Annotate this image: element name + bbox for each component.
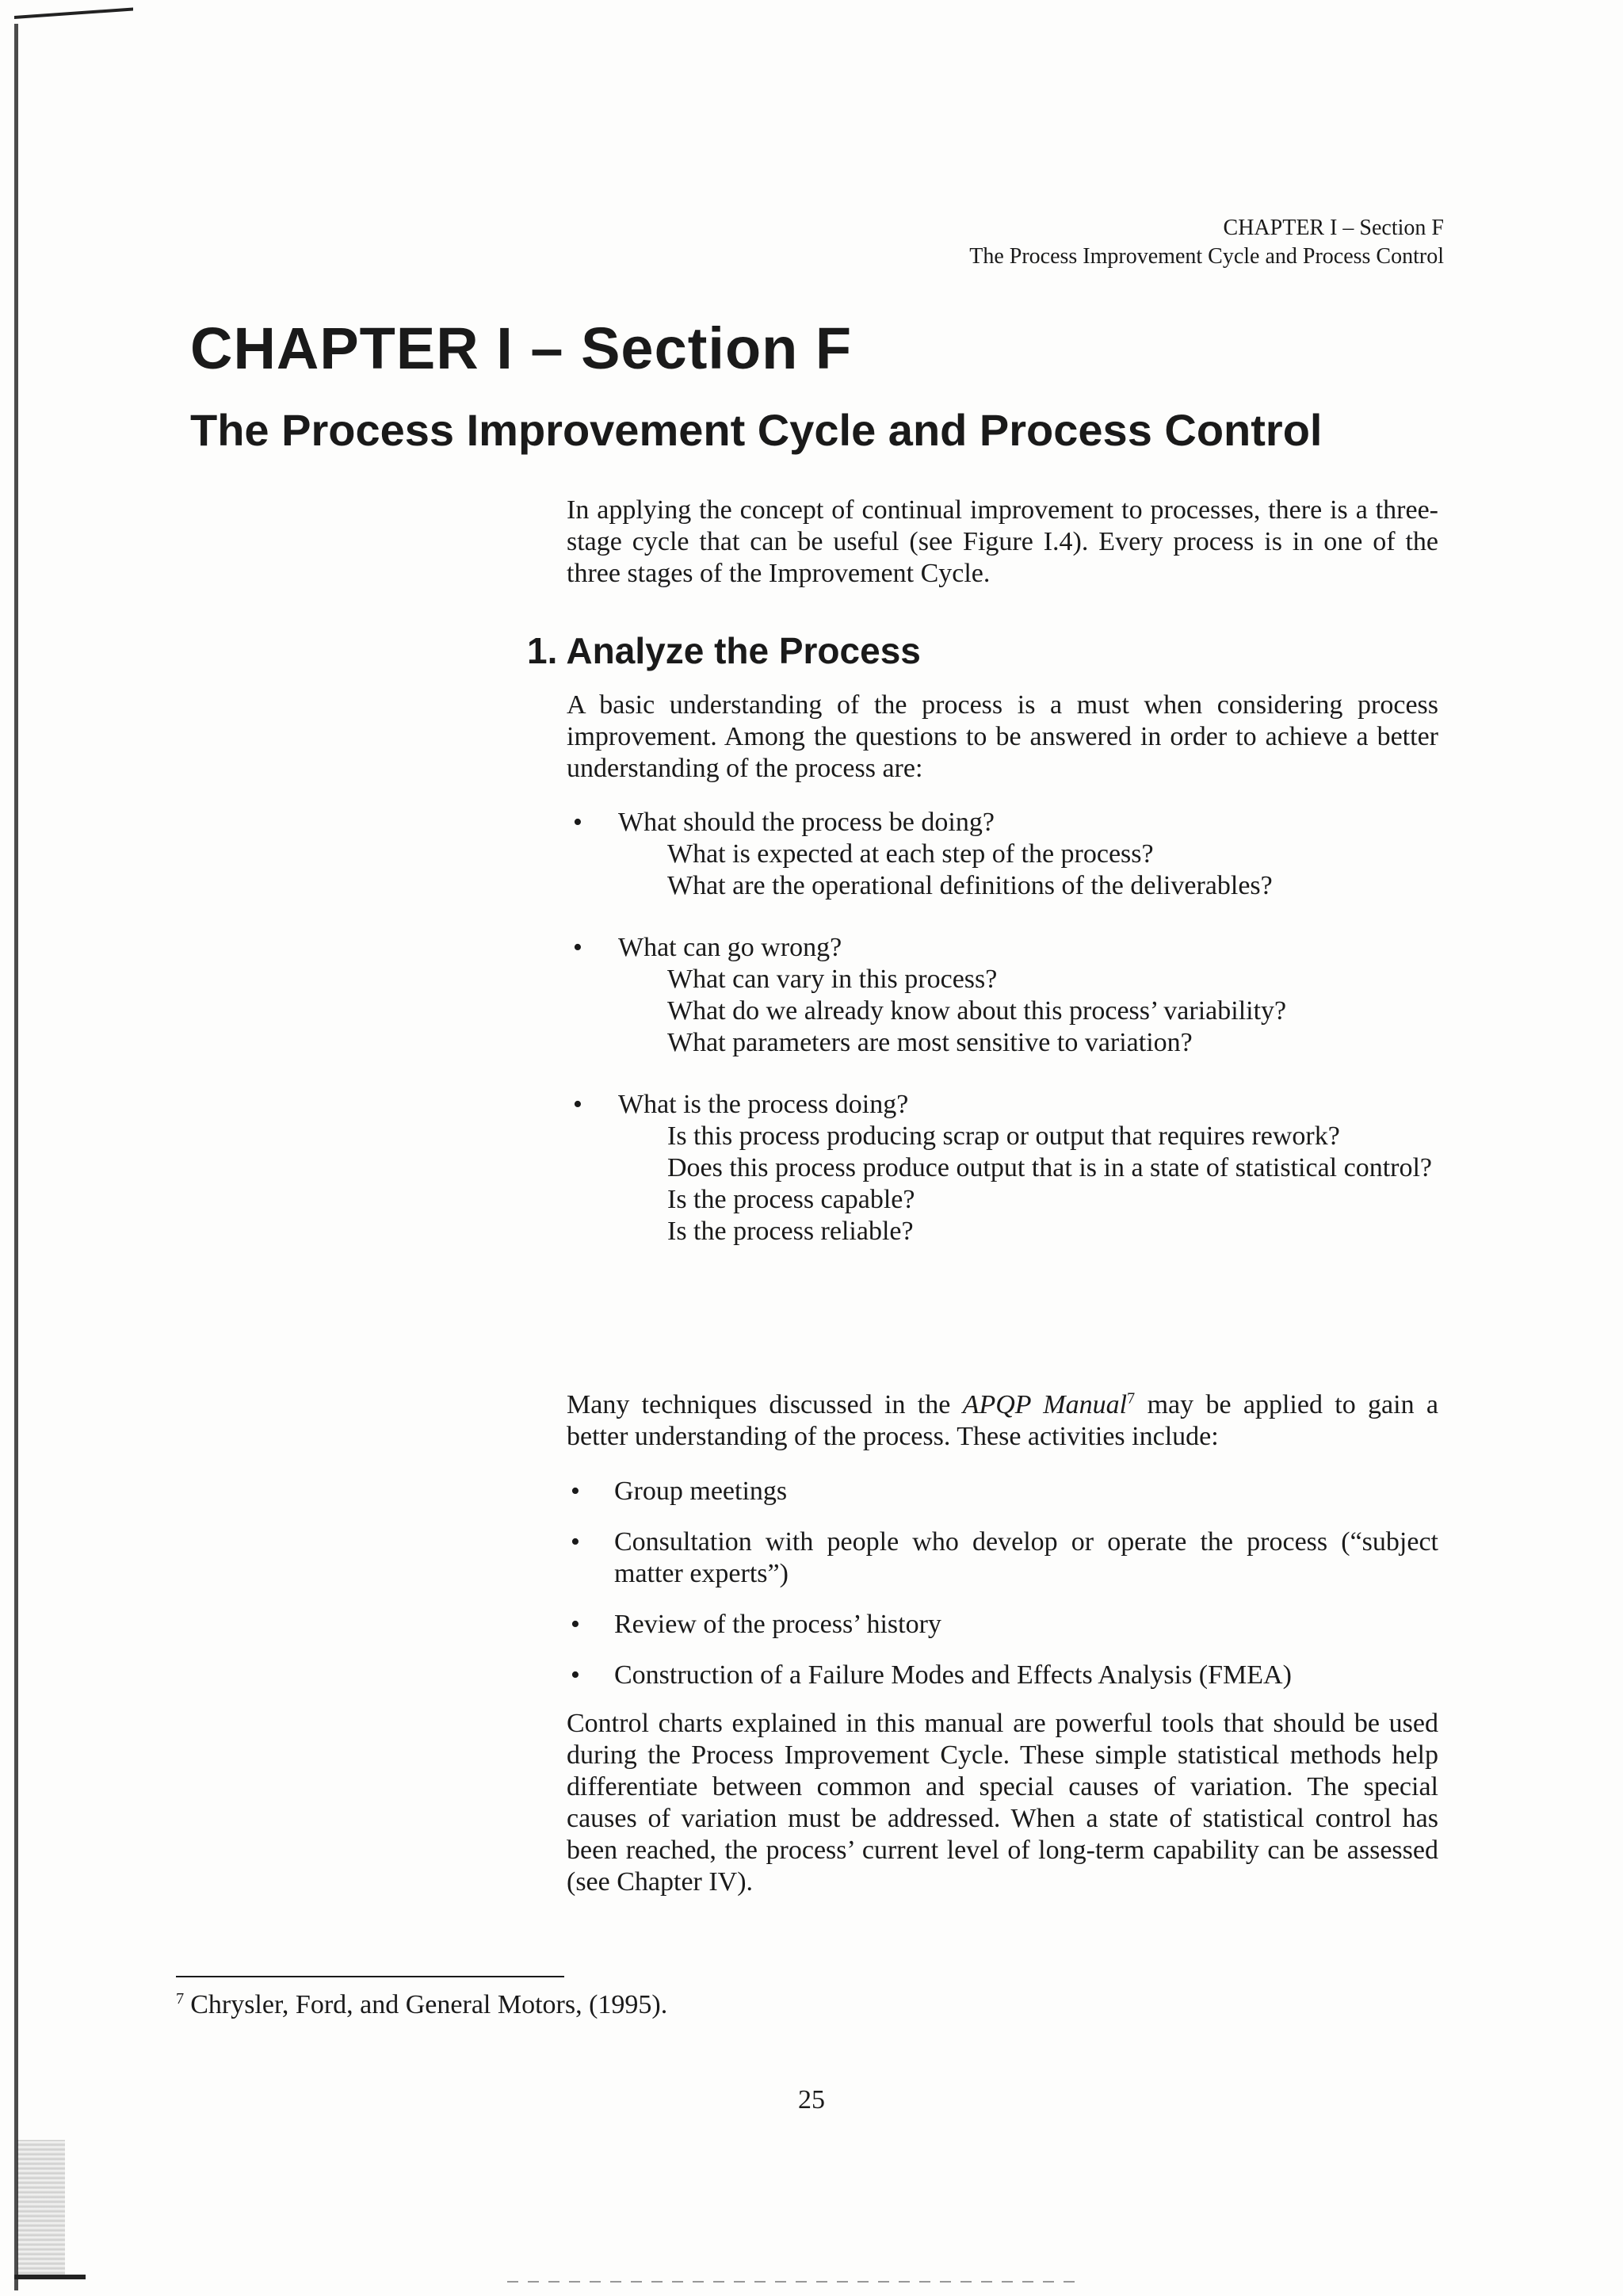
question-main: What is the process doing? bbox=[618, 1090, 909, 1119]
question-sub: Is this process producing scrap or output that requires rework? bbox=[667, 1121, 1340, 1151]
techniques-text-after: may be applied to gain a better understanding of the process. These activities include: bbox=[567, 1390, 1439, 1451]
question-main: What should the process be doing? bbox=[618, 808, 995, 837]
control-charts-paragraph: Control charts explained in this manual are powerful tools that should be used during the Process Improvement Cycle. These simple statistical methods help differentiate between common and special causes of variation. The special causes of variation must be addressed. When a state of statistical control has been reached, the process’ current level of long-term capability can be assessed (see Chapter IV). bbox=[567, 1709, 1438, 1897]
technique-text: Construction of a Failure Modes and Effects Analysis (FMEA) bbox=[614, 1660, 1292, 1690]
list-item bbox=[567, 1089, 1438, 1247]
footnote-reference: 7 bbox=[1127, 1389, 1136, 1408]
intro-paragraph: In applying the concept of continual improvement to processes, there is a three-stage cycle that can be useful (see Figure I.4). Every process is in one of the three stages of the Improvement Cycle. bbox=[567, 495, 1438, 588]
chapter-title: CHAPTER I – Section F bbox=[190, 315, 853, 381]
bullet-marker: • bbox=[571, 1610, 580, 1639]
bullet-marker: • bbox=[571, 1660, 580, 1690]
running-head-line1: CHAPTER I – Section F bbox=[1223, 216, 1444, 240]
technique-text: Consultation with people who develop or operate the process (“subject matter experts”) bbox=[614, 1527, 1438, 1588]
list-item bbox=[567, 1660, 1438, 1691]
scan-binding-bottom bbox=[14, 2275, 86, 2279]
bullet-marker: • bbox=[571, 1527, 580, 1557]
question-sub: What are the operational definitions of the deliverables? bbox=[667, 871, 1273, 900]
scan-binding-noise bbox=[17, 2140, 65, 2275]
footnote-mark: 7 bbox=[176, 1989, 185, 2008]
step-heading-analyze: 1. Analyze the Process bbox=[527, 630, 921, 671]
footnote bbox=[176, 1989, 667, 2021]
scan-binding-top bbox=[14, 8, 133, 19]
question-sub: What parameters are most sensitive to variation? bbox=[667, 1028, 1193, 1057]
question-list bbox=[567, 807, 1438, 1278]
techniques-list bbox=[567, 1476, 1438, 1710]
technique-text: Group meetings bbox=[614, 1477, 788, 1506]
question-sub: Does this process produce output that is in a state of statistical control? bbox=[667, 1153, 1432, 1182]
bullet-marker: • bbox=[573, 808, 582, 837]
list-item bbox=[567, 1476, 1438, 1507]
question-sub: What do we already know about this process’ variability? bbox=[667, 996, 1287, 1026]
footnote-text: Chrysler, Ford, and General Motors, (1995). bbox=[190, 1990, 668, 2019]
bullet-marker: • bbox=[571, 1477, 580, 1506]
question-main: What can go wrong? bbox=[618, 933, 842, 962]
running-head-line2: The Process Improvement Cycle and Process Control bbox=[969, 244, 1444, 269]
list-item bbox=[567, 1526, 1438, 1590]
page-number: 25 bbox=[798, 2085, 825, 2115]
bullet-marker: • bbox=[573, 933, 582, 962]
apqp-manual-title: APQP Manual bbox=[962, 1390, 1128, 1419]
scan-binding-edge bbox=[14, 24, 18, 2290]
scan-bottom-noise bbox=[507, 2281, 1078, 2283]
techniques-text-before: Many techniques discussed in the bbox=[567, 1390, 963, 1419]
bullet-marker: • bbox=[573, 1090, 582, 1119]
question-sub: Is the process capable? bbox=[667, 1185, 915, 1214]
question-sub: What is expected at each step of the process? bbox=[667, 839, 1154, 869]
technique-text: Review of the process’ history bbox=[614, 1610, 941, 1639]
question-sub: What can vary in this process? bbox=[667, 965, 998, 994]
section-title: The Process Improvement Cycle and Process Control bbox=[190, 405, 1323, 455]
running-head bbox=[969, 214, 1444, 271]
analyze-paragraph: A basic understanding of the process is a must when considering process improvement. Among the questions to be answered in order to achieve a better understanding of the process are: bbox=[567, 690, 1438, 783]
list-item bbox=[567, 807, 1438, 902]
list-item bbox=[567, 1609, 1438, 1641]
question-sub: Is the process reliable? bbox=[667, 1217, 914, 1246]
techniques-paragraph bbox=[567, 1389, 1438, 1453]
footnote-divider bbox=[176, 1976, 564, 1977]
list-item bbox=[567, 932, 1438, 1059]
